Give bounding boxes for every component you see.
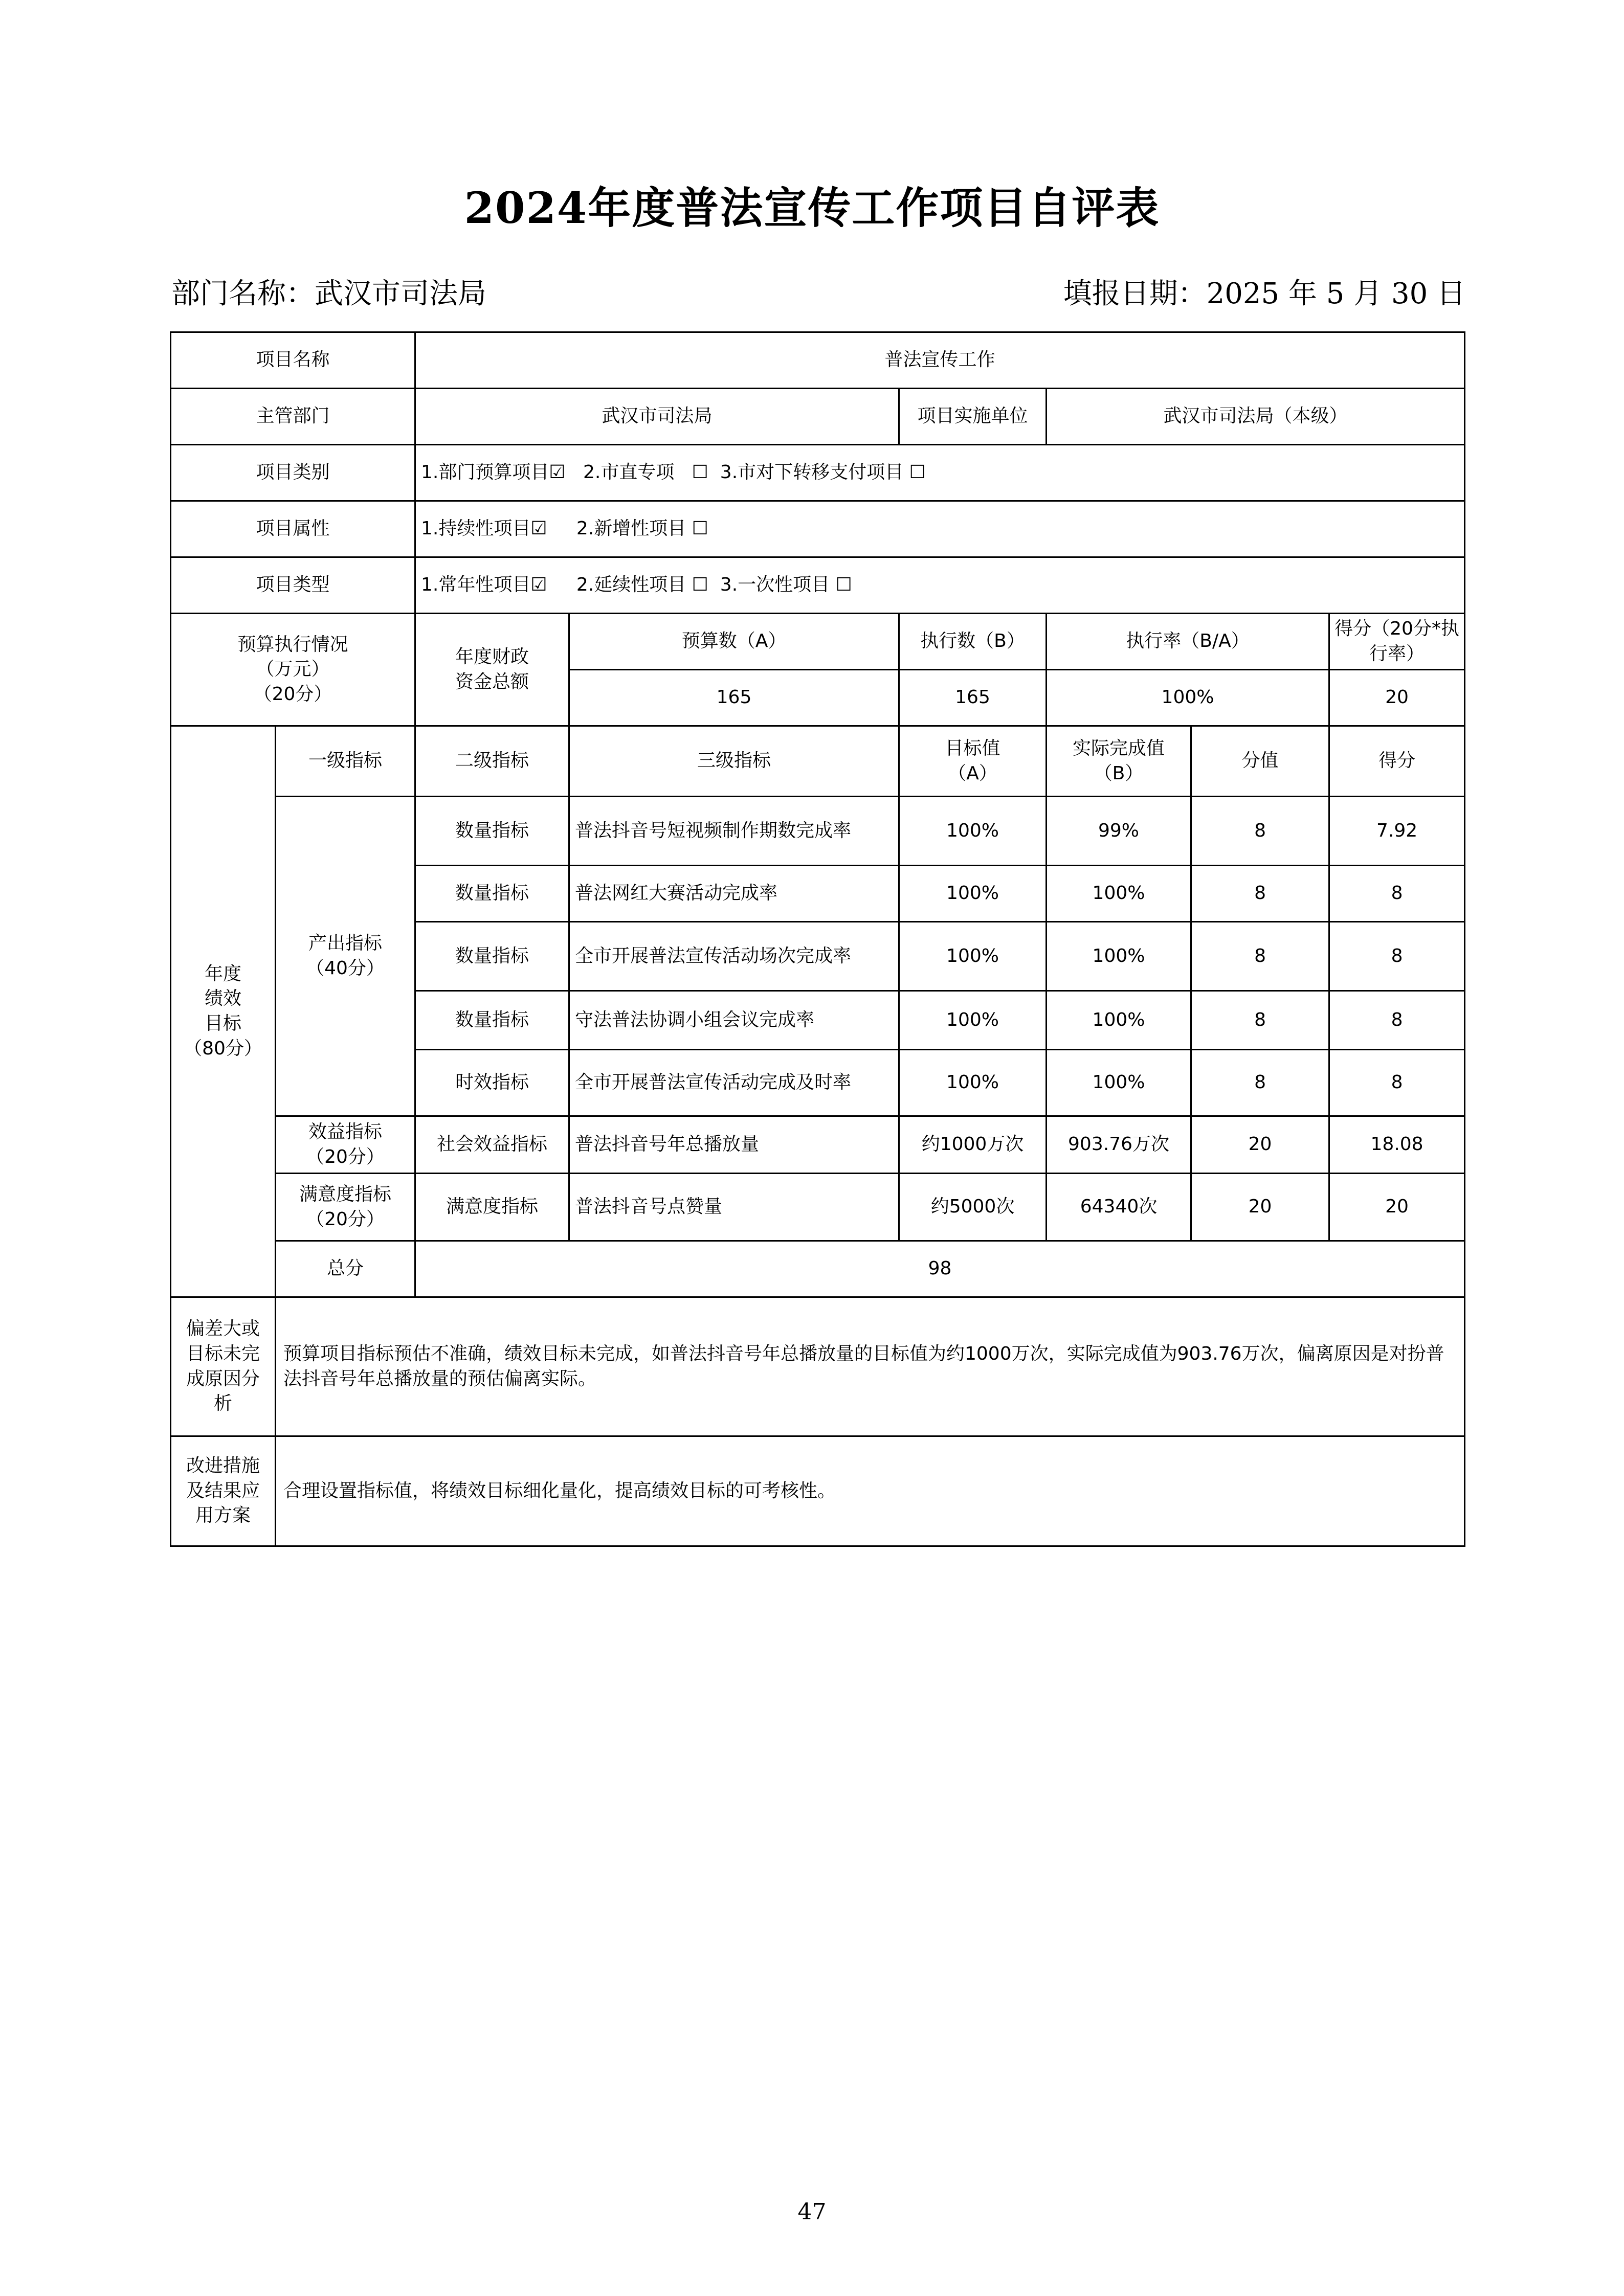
level2-cell: 数量指标 (415, 922, 569, 991)
row-category (171, 445, 1465, 501)
budget-value-b: 165 (899, 670, 1047, 726)
target-cell: 约1000万次 (899, 1116, 1047, 1174)
header-actual: 实际完成值 （B） (1047, 726, 1191, 797)
actual-cell: 99% (1047, 797, 1191, 866)
target-cell: 100% (899, 866, 1047, 922)
level3-cell: 守法普法协调小组会议完成率 (569, 991, 899, 1050)
weight-cell: 20 (1191, 1116, 1329, 1174)
weight-cell: 8 (1191, 797, 1329, 866)
attribute-value: 1.持续性项目☑ 2.新增性项目 ☐ (415, 501, 1465, 557)
row-attribute (171, 501, 1465, 557)
level2-cell: 社会效益指标 (415, 1116, 569, 1174)
deviation-text: 预算项目指标预估不准确，绩效目标未完成，如普法抖音号年总播放量的目标值为约1000万次，实际完成值为903.76万次，偏离原因是对扮普法抖音号年总播放量的预估偏离实际。 (276, 1297, 1465, 1436)
row-budget-headers (171, 614, 1465, 670)
budget-header-score: 得分（20分*执行率） (1329, 614, 1465, 670)
level2-cell: 数量指标 (415, 797, 569, 866)
actual-cell: 64340次 (1047, 1174, 1191, 1241)
page-number: 47 (797, 2199, 827, 2225)
weight-cell: 8 (1191, 922, 1329, 991)
row-improvement (171, 1436, 1465, 1546)
row-performance-headers (171, 726, 1465, 797)
target-cell: 100% (899, 922, 1047, 991)
budget-label: 预算执行情况 （万元） （20分） (171, 614, 415, 726)
weight-cell: 8 (1191, 866, 1329, 922)
benefit-indicator-label: 效益指标 （20分） (276, 1116, 415, 1174)
type-label: 项目类型 (171, 557, 415, 614)
level3-cell: 普法抖音号点赞量 (569, 1174, 899, 1241)
actual-cell: 903.76万次 (1047, 1116, 1191, 1174)
total-value: 98 (415, 1241, 1465, 1297)
target-cell: 100% (899, 797, 1047, 866)
row-type (171, 557, 1465, 614)
output-indicator-label: 产出指标 （40分） (276, 797, 415, 1116)
department-name: 部门名称：武汉市司法局 (171, 277, 486, 310)
header-level1: 一级指标 (276, 726, 415, 797)
level3-cell: 全市开展普法宣传活动场次完成率 (569, 922, 899, 991)
row-total (171, 1241, 1465, 1297)
satisfaction-indicator-label: 满意度指标 （20分） (276, 1174, 415, 1241)
header-target: 目标值 （A） (899, 726, 1047, 797)
fund-total-label: 年度财政 资金总额 (415, 614, 569, 726)
project-name-label: 项目名称 (171, 332, 415, 389)
type-value: 1.常年性项目☑ 2.延续性项目 ☐ 3.一次性项目 ☐ (415, 557, 1465, 614)
header-level2: 二级指标 (415, 726, 569, 797)
level2-cell: 满意度指标 (415, 1174, 569, 1241)
weight-cell: 8 (1191, 1050, 1329, 1116)
level3-cell: 普法抖音号年总播放量 (569, 1116, 899, 1174)
row-project-name (171, 332, 1465, 389)
dept-value: 武汉市司法局 (415, 389, 899, 445)
actual-cell: 100% (1047, 991, 1191, 1050)
category-label: 项目类别 (171, 445, 415, 501)
row-deviation (171, 1297, 1465, 1436)
budget-value-a: 165 (569, 670, 899, 726)
level3-cell: 普法抖音号短视频制作期数完成率 (569, 797, 899, 866)
level2-cell: 时效指标 (415, 1050, 569, 1116)
improvement-label: 改进措施 及结果应 用方案 (171, 1436, 276, 1546)
score-cell: 8 (1329, 991, 1465, 1050)
budget-header-rate: 执行率（B/A） (1047, 614, 1329, 670)
score-cell: 20 (1329, 1174, 1465, 1241)
attribute-label: 项目属性 (171, 501, 415, 557)
actual-cell: 100% (1047, 1050, 1191, 1116)
score-cell: 18.08 (1329, 1116, 1465, 1174)
header-score: 得分 (1329, 726, 1465, 797)
unit-value: 武汉市司法局（本级） (1047, 389, 1465, 445)
level2-cell: 数量指标 (415, 991, 569, 1050)
score-cell: 8 (1329, 1050, 1465, 1116)
level3-cell: 普法网红大赛活动完成率 (569, 866, 899, 922)
table-row (171, 1174, 1465, 1241)
performance-group-label: 年度 绩效 目标 （80分） (171, 726, 276, 1297)
score-cell: 8 (1329, 922, 1465, 991)
budget-header-b: 执行数（B） (899, 614, 1047, 670)
form-title: 2024年度普法宣传工作项目自评表 (464, 183, 1160, 233)
target-cell: 100% (899, 991, 1047, 1050)
project-name-value: 普法宣传工作 (415, 332, 1465, 389)
total-label: 总分 (276, 1241, 415, 1297)
actual-cell: 100% (1047, 922, 1191, 991)
header-weight: 分值 (1191, 726, 1329, 797)
improvement-text: 合理设置指标值，将绩效目标细化量化，提高绩效目标的可考核性。 (276, 1436, 1465, 1546)
weight-cell: 20 (1191, 1174, 1329, 1241)
level3-cell: 全市开展普法宣传活动完成及时率 (569, 1050, 899, 1116)
category-value: 1.部门预算项目☑ 2.市直专项 ☐ 3.市对下转移支付项目 ☐ (415, 445, 1465, 501)
table-row (171, 1116, 1465, 1174)
row-department (171, 389, 1465, 445)
table-row (171, 797, 1465, 866)
weight-cell: 8 (1191, 991, 1329, 1050)
header-level3: 三级指标 (569, 726, 899, 797)
target-cell: 约5000次 (899, 1174, 1047, 1241)
actual-cell: 100% (1047, 866, 1191, 922)
score-cell: 7.92 (1329, 797, 1465, 866)
score-cell: 8 (1329, 866, 1465, 922)
deviation-label: 偏差大或 目标未完 成原因分 析 (171, 1297, 276, 1436)
budget-header-a: 预算数（A） (569, 614, 899, 670)
self-evaluation-table (170, 331, 1465, 1547)
budget-value-rate: 100% (1047, 670, 1329, 726)
budget-value-score: 20 (1329, 670, 1465, 726)
dept-label: 主管部门 (171, 389, 415, 445)
fill-date: 填报日期：2025 年 5 月 30 日 (1063, 277, 1465, 310)
unit-label: 项目实施单位 (899, 389, 1047, 445)
target-cell: 100% (899, 1050, 1047, 1116)
level2-cell: 数量指标 (415, 866, 569, 922)
